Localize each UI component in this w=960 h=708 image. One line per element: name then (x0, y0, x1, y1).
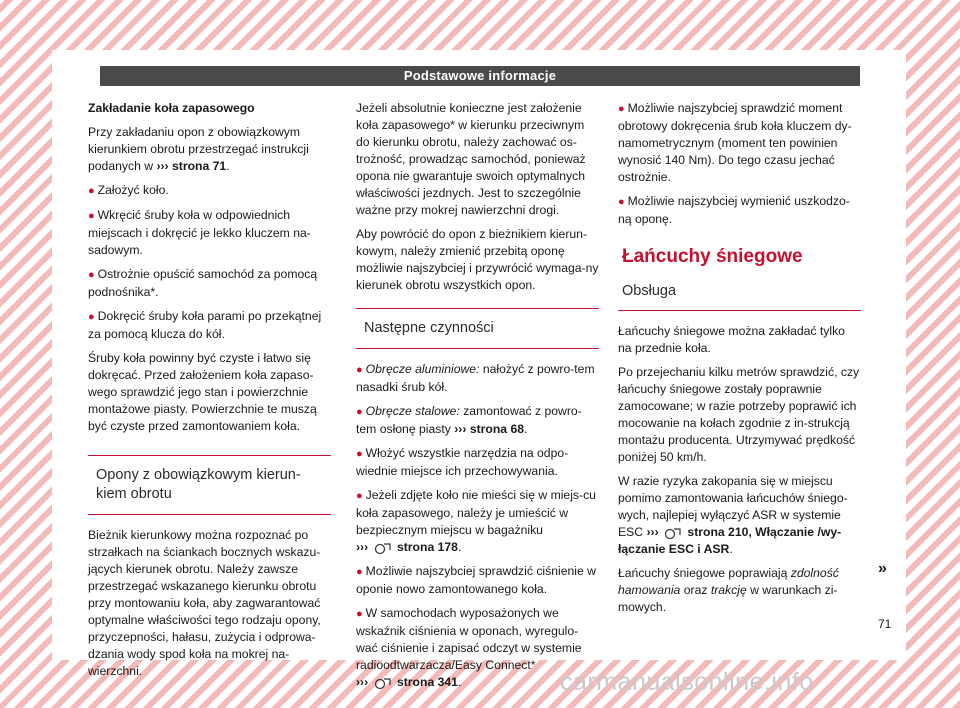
body-paragraph: Łańcuchy śniegowe można zakładać tylko na przednie koła. (618, 324, 845, 355)
column-left (88, 100, 331, 687)
intro-paragraph: Przy zakładaniu opon z obowiązkowym kierunkiem obrotu przestrzegać instrukcji podanych w ››› strona 71. (88, 125, 309, 173)
warning-icon (374, 541, 392, 555)
bullet-item: ● Wkręcić śruby koła w odpowiednich miejscach i dokręcić je lekko kluczem na-sadowym. (88, 208, 311, 257)
column-middle (356, 100, 599, 698)
column-right (618, 100, 861, 623)
bullet-icon: ● (356, 364, 363, 376)
bullet-item: ● Ostrożnie opuścić samochód za pomocą podnośnika*. (88, 267, 318, 299)
watermark: carmanualsonline.info (560, 668, 814, 696)
bullet-item: ● Możliwie najszybciej sprawdzić moment obrotowy dokręcenia śrub koła kluczem dy-namometrycznym (moment ten powinien wynosić 140 Nm). Do tego czasu jechać ostrożnie. (618, 101, 852, 184)
bullet-item: ● W samochodach wyposażonych we wskaźnik ciśnienia w oponach, wyregulo-wać ciśnienie i zapisać odczyt w systemie radioodtwarzacza/Easy Connect* ››› strona 341. (356, 606, 582, 689)
link-arrows: ››› (454, 422, 467, 436)
bullet-icon: ● (356, 490, 363, 502)
bullet-item: ● Obręcze aluminiowe: nałożyć z powro-tem nasadki śrub kół. (356, 362, 595, 394)
section-title-operation: Obsługa (618, 275, 861, 311)
bullet-item: ● Dokręcić śruby koła parami po przekątnej za pomocą klucza do kół. (88, 309, 322, 341)
page-header: Podstawowe informacje (100, 66, 860, 86)
page-link[interactable]: strona 341 (396, 675, 458, 689)
bullet-icon: ● (356, 448, 363, 460)
section-title-directional-tyres: Opony z obowiązkowym kierun-kiem obrotu (88, 455, 331, 515)
body-paragraph: Aby powrócić do opon z bieżnikiem kierun-kowym, należy zmienić przebitą oponę możliwie najszybciej i przywrócić wymaga-ny kierunek obrotu wszystkich opon. (356, 227, 599, 292)
page-number: 71 (878, 617, 892, 631)
page-link[interactable]: strona 71 (172, 159, 227, 173)
body-paragraph: Bieżnik kierunkowy można rozpoznać po strzałkach na ściankach bocznych wskazu-jących kierunek obrotu. Należy zawsze przestrzegać wskazanego kierunku obrotu przy montowaniu koła, aby zagwarantować optymalne właściwości tego rodzaju opony, przyczepności, hałasu, zużycia i odprowa-dzania wody spod koła na mokrej na-wierzchni. (88, 528, 321, 678)
bullet-icon: ● (356, 566, 363, 578)
bullet-icon: ● (88, 269, 95, 281)
bullet-icon: ● (88, 311, 95, 323)
page-link[interactable]: strona 178 (396, 540, 458, 554)
page-link[interactable]: strona 210, Włączanie /wy-łączanie ESC i ASR (618, 525, 842, 556)
section-title-next-steps: Następne czynności (356, 308, 599, 349)
warning-icon (664, 526, 682, 540)
continue-mark: » (878, 560, 887, 577)
link-arrows: ››› (646, 525, 659, 539)
bullet-item: ● Możliwie najszybciej wymienić uszkodzo-ną oponę. (618, 194, 850, 226)
link-arrows: ››› (356, 675, 369, 689)
link-arrows: ››› (356, 540, 369, 554)
bullet-icon: ● (356, 608, 363, 620)
link-arrows: ››› (156, 159, 169, 173)
page-link[interactable]: strona 68 (469, 422, 525, 436)
bullet-icon: ● (88, 210, 95, 222)
body-paragraph: W razie ryzyka zakopania się w miejscu pomimo zamontowania łańcuchów śniego-wych, najlepiej wyłączyć ASR w systemie ESC ››› strona 210, Włączanie /wy-łączanie ESC i ASR. (618, 474, 848, 556)
bullet-icon: ● (618, 196, 625, 208)
bullet-icon: ● (88, 185, 95, 197)
body-paragraph: Jeżeli absolutnie konieczne jest założenie koła zapasowego* w kierunku przeciwnym do kierunku obrotu, należy zachować os-trożność, prowadząc samochód, ponieważ opona nie gwarantuje swoich optymalnych właściwości jezdnych. Jest to szczególnie ważne przy mokrej nawierzchni drogi. (356, 101, 586, 217)
bullet-item: ● Możliwie najszybciej sprawdzić ciśnienie w oponie nowo zamontowanego koła. (356, 564, 596, 596)
bullet-item: ● Obręcze stalowe: zamontować z powro-tem osłonę piasty ››› strona 68. (356, 404, 582, 436)
chapter-title-snow-chains: Łańcuchy śniegowe (622, 246, 803, 267)
body-paragraph: Śruby koła powinny być czyste i łatwo się dokręcać. Przed założeniem koła zapaso-wego sprawdzić jego stan i powierzchnie montażowe piasty. Powierzchnie te muszą być czyste przed zamontowaniem koła. (88, 351, 317, 433)
bullet-item: ● Jeżeli zdjęte koło nie mieści się w miejs-cu koła zapasowego, należy je umieścić w bezpiecznym miejscu w bagażniku ››› strona 178. (356, 488, 596, 554)
bullet-icon: ● (618, 103, 625, 115)
body-paragraph: Łańcuchy śniegowe poprawiają zdolność hamowania oraz trakcję w warunkach zi-mowych. (618, 566, 839, 614)
subheading-spare-wheel: Zakładanie koła zapasowego (88, 101, 255, 115)
body-paragraph: Po przejechaniu kilku metrów sprawdzić, czy łańcuchy śniegowe zostały poprawnie zamocowane; w razie potrzeby poprawić ich mocowanie na kołach zgodnie z in-strukcją montażu producenta. Utrzymywać prędkość poniżej 50 km/h. (618, 365, 860, 464)
bullet-item: ● Założyć koło. (88, 183, 169, 197)
warning-icon (374, 676, 392, 690)
bullet-icon: ● (356, 406, 363, 418)
bullet-item: ● Włożyć wszystkie narzędzia na odpo-wiednie miejsce ich przechowywania. (356, 446, 569, 478)
